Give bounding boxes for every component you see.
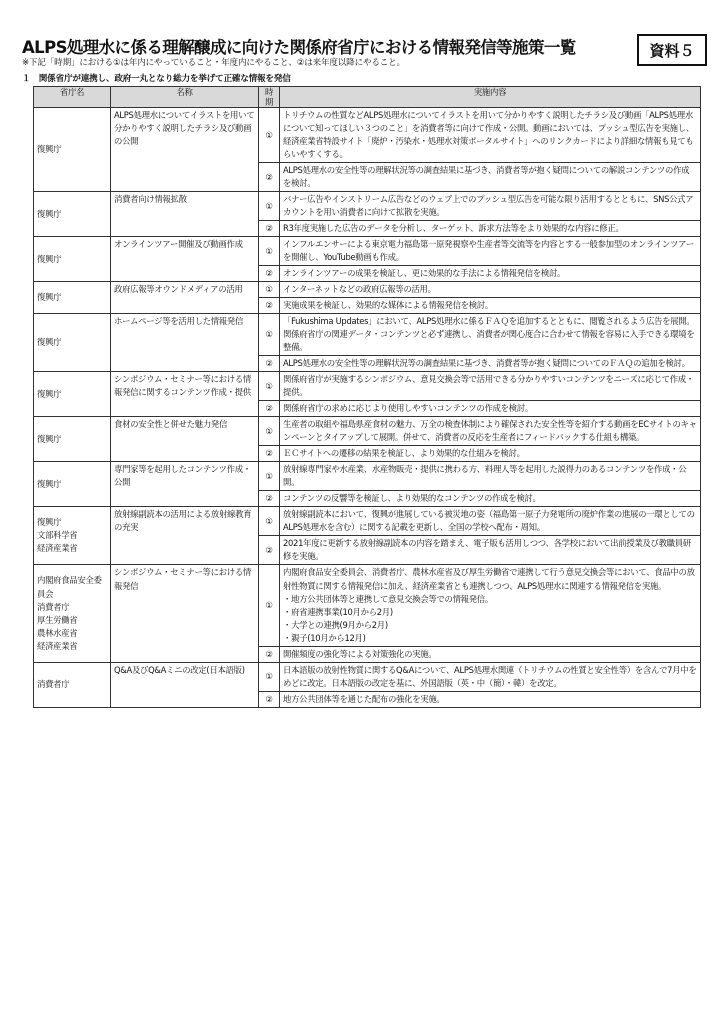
table-row (34, 314, 701, 356)
period-cell: ② (259, 298, 280, 314)
header-period: 時期 (259, 87, 280, 108)
content-cell: 関係府省庁が実施するシンポジウム、意見交換会等で活用できる分かりやすいコンテンツをニーズに応じて作成・提供。 (280, 372, 701, 401)
section-heading: １ 関係省庁が連携し、政府一丸となり総力を挙げて正確な情報を発信 (22, 74, 291, 84)
table-body (34, 108, 701, 708)
header-name: 名称 (111, 87, 259, 108)
header-org: 省庁名 (34, 87, 111, 108)
content-cell: 放射線副読本において、復興が進展している被災地の姿（福島第一原子力発電所の廃炉作業の進展の一環としてのALPS処理水を含む）に関する記載を更新し、全国の学校へ配布・周知。 (280, 507, 701, 536)
content-cell: コンテンツの反響等を検証し、より効果的なコンテンツの作成を検討。 (280, 491, 701, 507)
table-row (34, 237, 701, 266)
table-row (34, 108, 701, 163)
measure-name-cell: ALPS処理水についてイラストを用いて分かりやすく説明したチラシ及び動画の公開 (111, 108, 259, 192)
content-cell: ＥＣサイトへの遷移の結果を検証し、より効果的な仕組みを検討。 (280, 446, 701, 462)
content-cell: 関係府省庁の求めに応じより使用しやすいコンテンツの作成を検討。 (280, 401, 701, 417)
period-cell: ① (259, 372, 280, 401)
ministry-cell: 復興庁 (34, 108, 111, 192)
measure-name-cell: ホームページ等を活用した情報発信 (111, 314, 259, 372)
table-row (34, 462, 701, 491)
ministry-cell: 復興庁 (34, 192, 111, 237)
content-cell: 開催頻度の強化等による対策強化の実施。 (280, 646, 701, 662)
header-content: 実施内容 (280, 87, 701, 108)
table-row (34, 192, 701, 221)
period-cell: ② (259, 221, 280, 237)
content-cell: R3年度実施した広告のデータを分析し、ターゲット、訴求方法等をより効果的な内容に修正。 (280, 221, 701, 237)
content-cell: 内閣府食品安全委員会、消費者庁、農林水産省及び厚生労働省で連携して行う意見交換会等において、食品中の放射性物質に関する情報発信に加え、経済産業省とも連携しつつ、ALPS処理水に関連する情報発信を実施。 ・地方公共団体等と連携して意見交換会等での情報発信。 ・府省連携事業(10月から2月) ・大学との連携(9月から2月) ・親子(10月から12月) (280, 565, 701, 646)
measure-name-cell: Q&A及びQ&Aミニの改定(日本語版) (111, 662, 259, 707)
period-cell: ① (259, 108, 280, 163)
period-cell: ② (259, 401, 280, 417)
table-row (34, 507, 701, 536)
content-cell: 2021年度に更新する放射線副読本の内容を踏まえ、電子版も活用しつつ、各学校において出前授業及び教職員研修を実施。 (280, 536, 701, 565)
measure-name-cell: 専門家等を起用したコンテンツ作成・公開 (111, 462, 259, 507)
document-number-badge: 資料５ (637, 34, 707, 66)
period-cell: ② (259, 163, 280, 192)
table-row (34, 282, 701, 298)
period-cell: ② (259, 646, 280, 662)
measure-name-cell: シンポジウム・セミナー等における情報発信 (111, 565, 259, 662)
content-cell: 地方公共団体等を通じた配布の強化を実施。 (280, 691, 701, 707)
measure-name-cell: 食材の安全性と併せた魅力発信 (111, 417, 259, 462)
content-cell: ALPS処理水の安全性等の理解状況等の調査結果に基づき、消費者等が抱く疑問についての解説コンテンツの作成を検討。 (280, 163, 701, 192)
content-cell: 実施成果を検証し、効果的な媒体による情報発信を検討。 (280, 298, 701, 314)
period-cell: ② (259, 266, 280, 282)
content-cell: インフルエンサーによる東京電力福島第一原発視察や生産者等交流等を内容とする一般参加型のオンラインツアーを開催し、YouTube動画も作成。 (280, 237, 701, 266)
content-cell: インターネットなどの政府広報等の活用。 (280, 282, 701, 298)
period-cell: ① (259, 192, 280, 221)
ministry-cell: 内閣府食品安全委員会 消費者庁 厚生労働省 農林水産省 経済産業省 (34, 565, 111, 662)
ministry-cell: 復興庁 (34, 372, 111, 417)
measure-name-cell: 放射線副読本の活用による放射線教育の充実 (111, 507, 259, 565)
table-row (34, 662, 701, 691)
table-row (34, 417, 701, 446)
period-cell: ① (259, 462, 280, 491)
period-cell: ② (259, 446, 280, 462)
table-row (34, 565, 701, 646)
period-cell: ① (259, 662, 280, 691)
content-cell: ALPS処理水の安全性等の理解状況等の調査結果に基づき、消費者等が抱く疑問についてのＦＡＱの追加を検討。 (280, 356, 701, 372)
period-cell: ① (259, 282, 280, 298)
period-cell: ① (259, 237, 280, 266)
content-cell: トリチウムの性質などALPS処理水についてイラストを用いて分かりやすく説明したチラシ及び動画「ALPS処理水について知ってほしい３つのこと」を消費者等に向けて作成・公開。動画においては、プッシュ型広告を実施し、経済産業省特設サイト「廃炉・汚染水・処理水対策ポータルサイト」へのリンクカードにより詳細な情報も見てもらいやすくする。 (280, 108, 701, 163)
period-cell: ① (259, 314, 280, 356)
measures-table (33, 86, 701, 708)
page-title: ALPS処理水に係る理解醸成に向けた関係府省庁における情報発信等施策一覧 (22, 38, 576, 57)
period-cell: ② (259, 356, 280, 372)
content-cell: バナー広告やインストリーム広告などのウェブ上でのプッシュ型広告を可能な限り活用するとともに、SNS公式アカウントを用い消費者に向けて拡散を実施。 (280, 192, 701, 221)
period-cell: ① (259, 565, 280, 646)
ministry-cell: 復興庁 (34, 417, 111, 462)
content-cell: 「Fukushima Updates」において、ALPS処理水に係るＦＡＱを追加するとともに、閲覧されるよう広告を展開。関係府省庁の関連データ・コンテンツと必ず連携し、消費者が関心度合に合わせて情報を容易に入手できる環境を整備。 (280, 314, 701, 356)
ministry-cell: 復興庁 文部科学省 経済産業省 (34, 507, 111, 565)
measure-name-cell: オンラインツアー開催及び動画作成 (111, 237, 259, 282)
period-cell: ② (259, 491, 280, 507)
measure-name-cell: 消費者向け情報拡散 (111, 192, 259, 237)
content-cell: オンラインツアーの成果を検証し、更に効果的な手法による情報発信を検討。 (280, 266, 701, 282)
content-cell: 生産者の取組や福島県産食材の魅力、万全の検査体制により確保された安全性等を紹介する動画をECサイトのキャンペーンとタイアップして展開。併せて、消費者の反応を生産者にフィードバックする仕組も構築。 (280, 417, 701, 446)
ministry-cell: 復興庁 (34, 462, 111, 507)
table-row (34, 372, 701, 401)
content-cell: 日本語版の放射性物質に関するQ&Aについて、ALPS処理水関連（トリチウムの性質と安全性等）を含んで7月中をめどに改定。日本語版の改定を基に、外国語版（英・中（簡）・韓）を改定。 (280, 662, 701, 691)
period-note: ※下記「時期」における①は年内にやっていること・年度内にやること、②は来年度以降にやること。 (22, 58, 405, 68)
period-cell: ② (259, 691, 280, 707)
measure-name-cell: シンポジウム・セミナー等における情報発信に関するコンテンツ作成・提供 (111, 372, 259, 417)
measure-name-cell: 政府広報等オウンドメディアの活用 (111, 282, 259, 314)
period-cell: ① (259, 507, 280, 536)
ministry-cell: 復興庁 (34, 237, 111, 282)
period-cell: ② (259, 536, 280, 565)
period-cell: ① (259, 417, 280, 446)
table-header-row (34, 87, 701, 108)
ministry-cell: 復興庁 (34, 314, 111, 372)
ministry-cell: 消費者庁 (34, 662, 111, 707)
content-cell: 放射線専門家や水産業、水産物販売・提供に携わる方、料理人等を起用した説得力のあるコンテンツを作成・公開。 (280, 462, 701, 491)
ministry-cell: 復興庁 (34, 282, 111, 314)
